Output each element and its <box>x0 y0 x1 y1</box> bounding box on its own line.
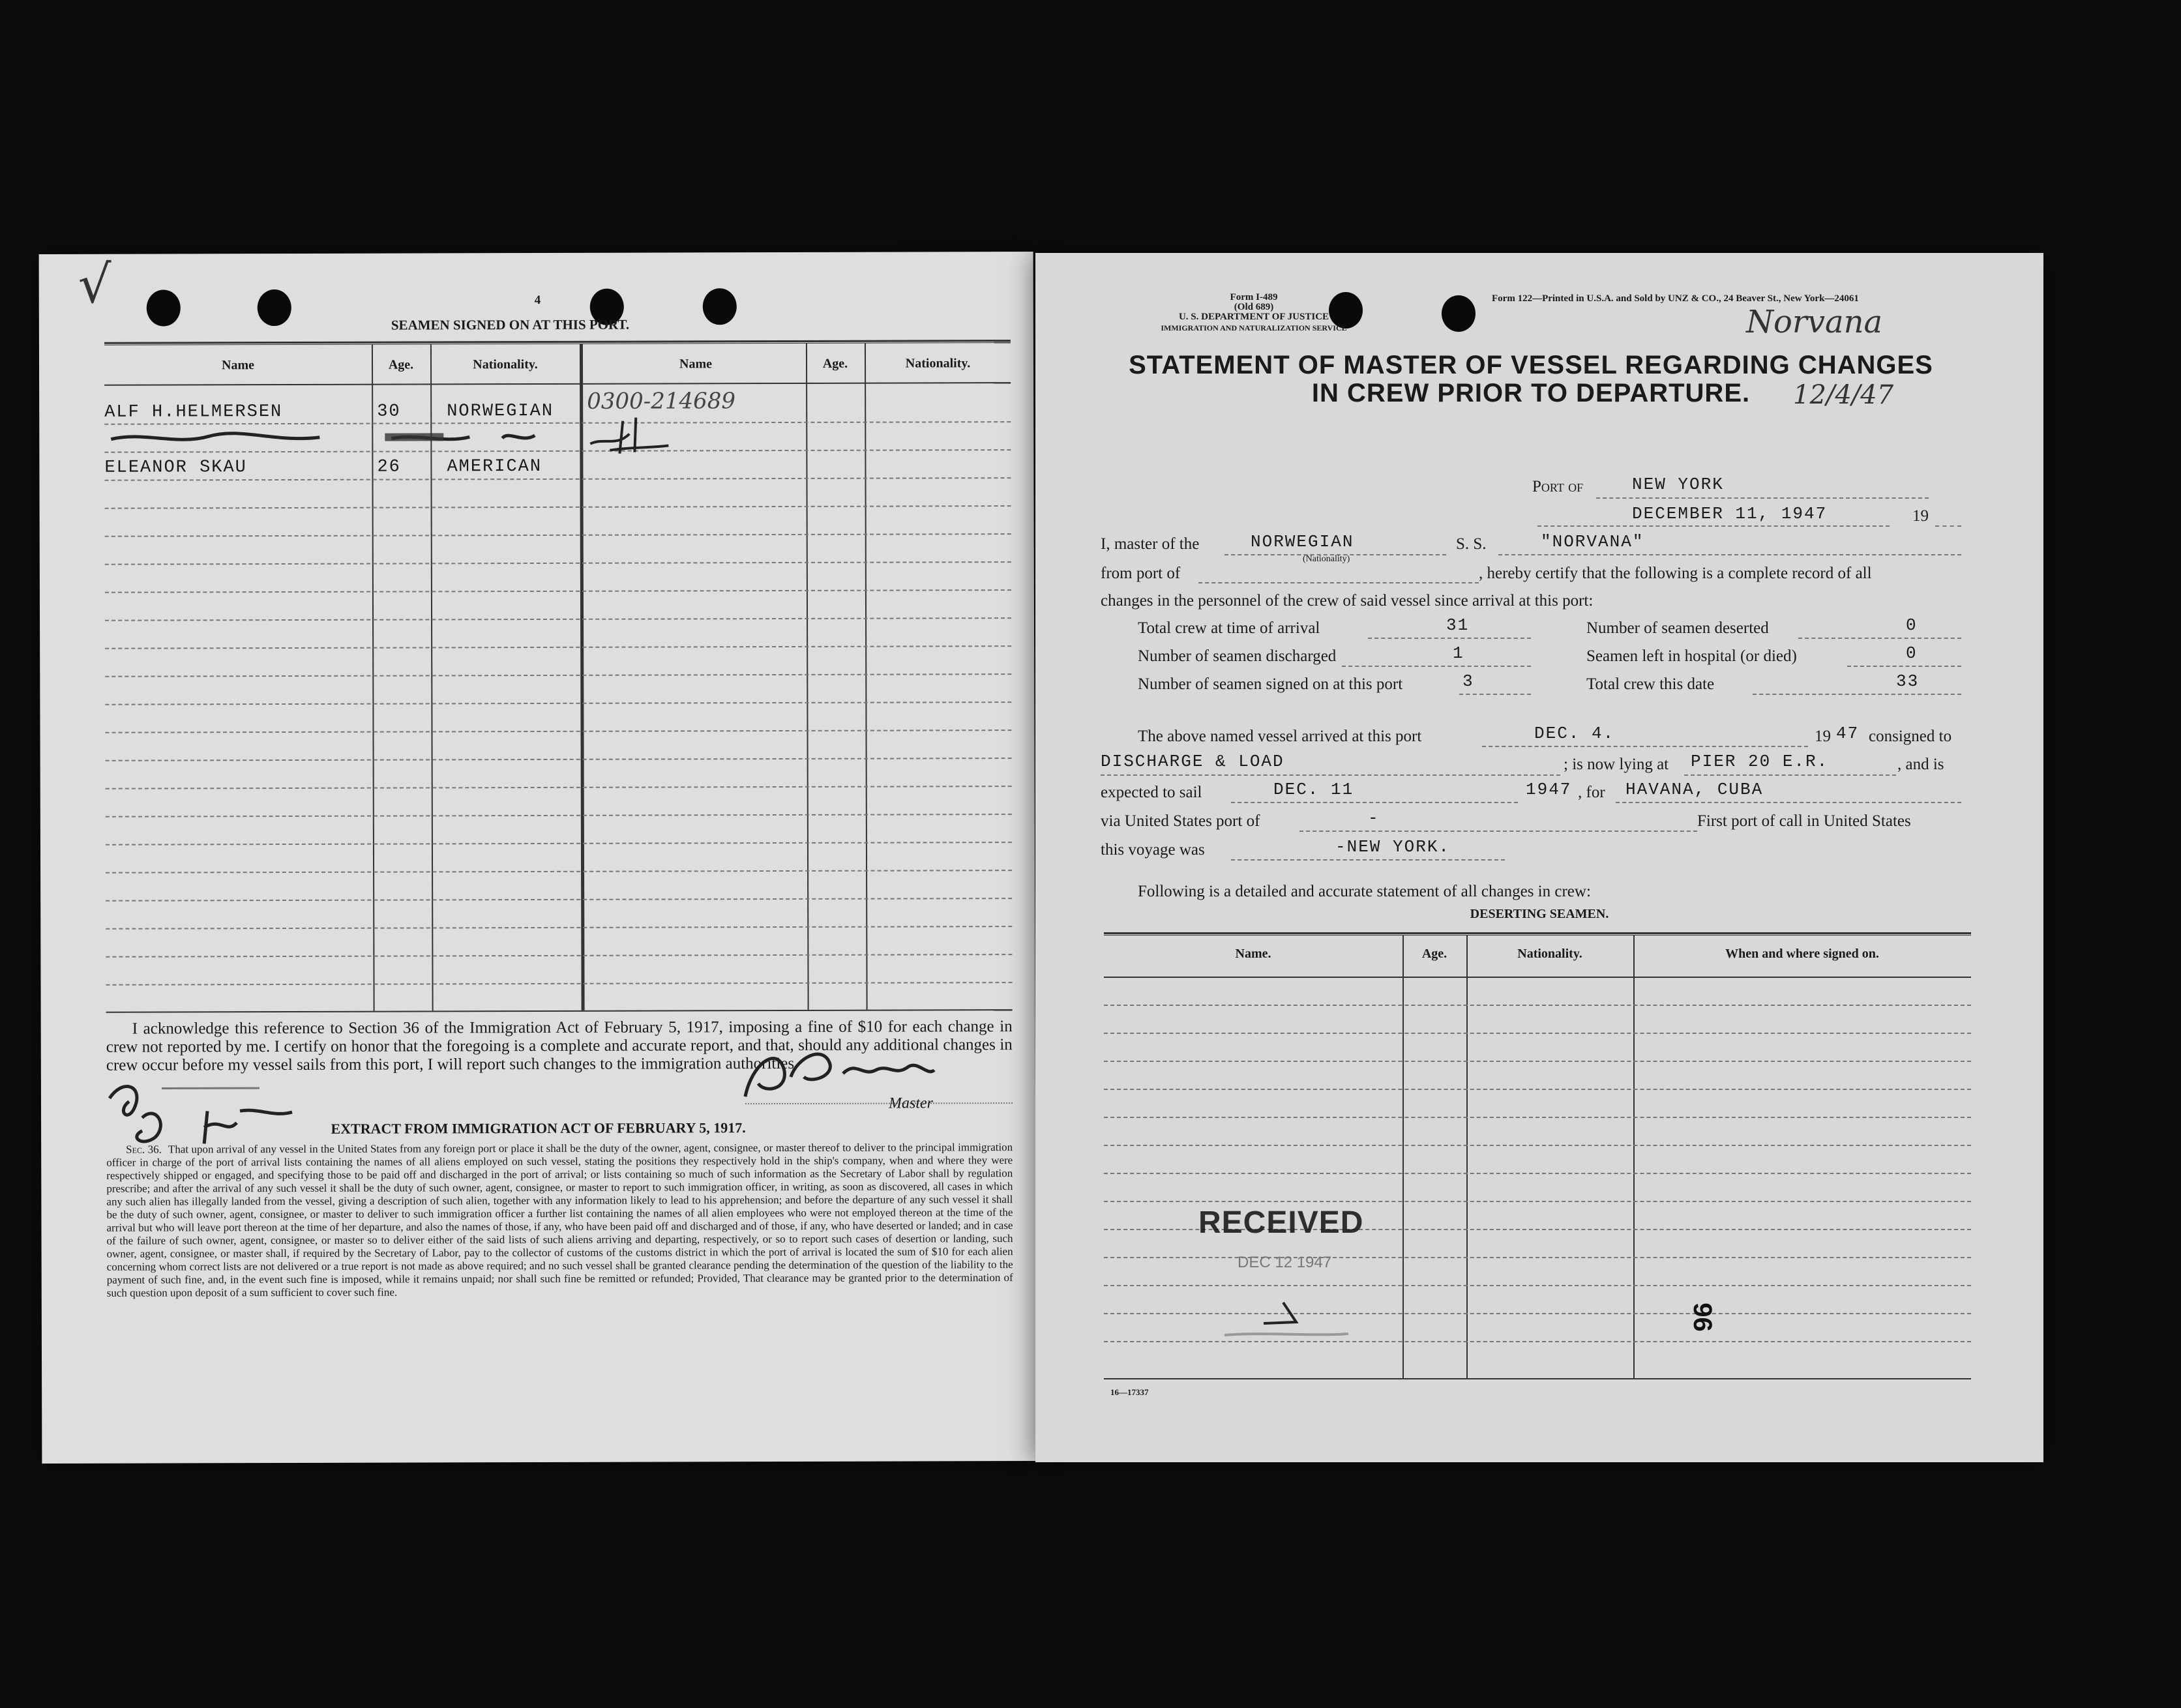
punch-hole <box>147 289 181 326</box>
handwritten-date: 12/4/47 <box>1793 380 1894 410</box>
table-row-nationality: AMERICAN <box>447 456 542 477</box>
nationality-value: NORWEGIAN <box>1251 532 1354 552</box>
extract-title: EXTRACT FROM IMMIGRATION ACT OF FEBRUARY 5, 1917. <box>331 1119 746 1137</box>
left-page <box>39 252 1037 1464</box>
form-title-line-1: STATEMENT OF MASTER OF VESSEL REGARDING CHANGES <box>1129 351 1933 379</box>
col-header-name-2: Name <box>679 357 713 372</box>
extract-section: Sec. 36. <box>126 1143 162 1156</box>
discharged-label: Number of seamen discharged <box>1138 647 1337 665</box>
and-is-text: , and is <box>1897 756 1944 773</box>
form-title-line-2: IN CREW PRIOR TO DEPARTURE. <box>1311 379 1751 407</box>
table-row-name: ALF H.HELMERSEN <box>104 402 283 422</box>
table-row-nationality: NORWEGIAN <box>447 401 554 422</box>
ss-label: S. S. <box>1456 535 1487 553</box>
table-row-age: 26 <box>377 457 401 477</box>
department-name: U. S. DEPARTMENT OF JUSTICE <box>1178 312 1329 322</box>
deserted-value: 0 <box>1906 615 1918 635</box>
via-value: - <box>1368 808 1380 828</box>
via-label: via United States port of <box>1101 812 1260 830</box>
certify-text-2: changes in the personnel of the crew of said vessel since arrival at this port: <box>1101 592 1594 610</box>
voyage-value: -NEW YORK. <box>1335 837 1451 857</box>
total-arrival-value: 31 <box>1446 615 1470 635</box>
desert-col-signed-on: When and where signed on. <box>1725 947 1879 961</box>
for-label: , for <box>1578 784 1605 801</box>
signed-on-value: 3 <box>1462 671 1474 691</box>
ship-name: "NORVANA" <box>1541 532 1644 552</box>
struck-out-row <box>104 424 580 451</box>
arrived-value: DEC. 4. <box>1534 724 1615 743</box>
file-number-note: 0300-214689 <box>587 388 736 415</box>
punch-hole <box>703 288 737 325</box>
form-old-number: (Old 689) <box>1234 302 1274 312</box>
date-suffix: 19 <box>1912 507 1929 525</box>
acknowledgment-text: I acknowledge this reference to Section 36 of the Immigration Act of February 5, 1917, imposing a fine of $10 for each change in crew not reported by me. I certify on honor that the foregoing is a complete and accurate report, and that, should any additional changes in crew occur before my vessel sails from this port, I will report such changes to the immigration authorities. <box>106 1018 1013 1074</box>
stamp-date: DEC 12 1947 <box>1238 1254 1332 1271</box>
year-prefix: 19 <box>1815 728 1831 745</box>
extract-body <box>106 1141 1013 1300</box>
date-value: DECEMBER 11, 1947 <box>1632 504 1828 523</box>
following-text: Following is a detailed and accurate statement of all changes in crew: <box>1138 883 1591 900</box>
right-page <box>1035 253 2043 1462</box>
total-date-value: 33 <box>1896 671 1920 691</box>
col-header-age: Age. <box>388 357 414 372</box>
sail-label: expected to sail <box>1101 784 1202 801</box>
year-value: 47 <box>1836 724 1860 743</box>
total-arrival-label: Total crew at time of arrival <box>1138 619 1320 637</box>
service-name: IMMIGRATION AND NATURALIZATION SERVICE <box>1161 323 1347 332</box>
form-number: Form I-489 <box>1230 292 1278 302</box>
stamp-mark <box>1185 1296 1394 1348</box>
consigned-value: DISCHARGE & LOAD <box>1101 752 1284 771</box>
desert-col-age: Age. <box>1421 947 1447 961</box>
hospital-value: 0 <box>1906 643 1918 663</box>
handwritten-vessel-name: Norvana <box>1746 304 1883 340</box>
col-header-nationality-2: Nationality. <box>905 356 971 371</box>
desert-col-name: Name. <box>1235 947 1271 961</box>
voyage-label: this voyage was <box>1101 841 1205 859</box>
extract-text: That upon arrival of any vessel in the United States from any foreign port or place it shall be the duty of the owner, agent, consignee, or master thereof to deliver to the principal immigration officer in charge of the port of arrival lists containing the names of all aliens employed on such vessel, stating the positions they respectively hold in the ship's company, when and where they were respectively shipped or engaged, and specifying those to be paid off and discharged in the port of arrival; or lists containing so much of such information as the Secretary of Labor shall by regulation prescribe; and after the arrival of any such vessel it shall be the duty of such owner, agent, consignee, or master to report to such immigration officer, in writing, as soon as discovered, all cases in which any such alien has illegally landed from the vessel, giving a description of such alien, together with any information likely to lead to his apprehension; and before the departure of any such vessel it shall be the duty of such owner, agent, consignee, or master to deliver to such immigration officer a further list containing the names of all alien employees who were not employed thereon at the time of the arrival but who will leave port thereon at the time of her departure, and also the names of those, if any, who have been paid off and discharged and of those, if any, who have deserted or landed; and in case of the failure of such owner, agent, consignee, or master so to deliver either of the said lists of such aliens arriving and departing, respectively, or so to report such cases of desertion or landing, such owner, agent, consignee, or master shall, if required by the Secretary of Labor, pay to the collector of customs of the customs district in which the port of arrival is located the sum of $10 for each alien concerning whom correct lists are not delivered or a true report is not made as above required; and no such vessel shall be granted clearance pending the determination of the question of the liability to the payment of such fine, and, in the event such fine is imposed, while it remains unpaid; nor shall such fine be remitted or refunded; Provided, That clearance may be granted prior to the determination of such question upon deposit of a sum sufficient to cover such fine. <box>106 1141 1013 1299</box>
sail-value: DEC. 11 <box>1273 780 1354 799</box>
handwritten-initials <box>584 414 675 460</box>
lying-value: PIER 20 E.R. <box>1691 752 1829 771</box>
deserting-header: DESERTING SEAMEN. <box>1470 907 1609 921</box>
col-header-name: Name <box>221 358 255 373</box>
master-label: Master <box>888 1095 934 1112</box>
table-row-name: ELEANOR SKAU <box>104 458 247 478</box>
col-header-age-2: Age. <box>822 356 848 371</box>
total-date-label: Total crew this date <box>1586 675 1715 693</box>
master-prefix: I, master of the <box>1101 535 1200 553</box>
arrived-label: The above named vessel arrived at this port <box>1138 728 1422 745</box>
seamen-signed-header: SEAMEN SIGNED ON AT THIS PORT. <box>391 316 630 333</box>
consigned-label: consigned to <box>1869 728 1952 745</box>
discharged-value: 1 <box>1453 643 1464 663</box>
lying-label: ; is now lying at <box>1564 756 1669 773</box>
port-label: Port of <box>1532 478 1584 495</box>
desert-col-nationality: Nationality. <box>1517 947 1582 961</box>
sail-year: 1947 <box>1526 780 1572 799</box>
port-value: NEW YORK <box>1632 475 1724 494</box>
first-call-label: First port of call in United States <box>1697 812 1911 830</box>
check-mark: √ <box>78 254 111 315</box>
footer-code: 16—17337 <box>1110 1387 1149 1397</box>
deserted-label: Number of seamen deserted <box>1586 619 1769 637</box>
destination-value: HAVANA, CUBA <box>1625 780 1764 799</box>
table-row-age: 30 <box>377 402 401 422</box>
punch-hole <box>1442 295 1476 332</box>
hospital-label: Seamen left in hospital (or died) <box>1586 647 1797 665</box>
printer-note: Form 122—Printed in U.S.A. and Sold by UNZ & CO., 24 Beaver St., New York—24061 <box>1492 293 1859 304</box>
punch-hole <box>258 289 291 326</box>
received-stamp: RECEIVED <box>1198 1205 1364 1240</box>
page-number: 4 <box>534 293 541 308</box>
from-port-label: from port of <box>1101 565 1181 582</box>
col-header-nationality: Nationality. <box>473 357 538 372</box>
certify-text: , hereby certify that the following is a complete record of all <box>1479 565 1872 582</box>
stamp-number: 96 <box>1687 1303 1717 1332</box>
signed-on-label: Number of seamen signed on at this port <box>1138 675 1403 693</box>
nationality-caption: (Nationality) <box>1303 554 1350 564</box>
